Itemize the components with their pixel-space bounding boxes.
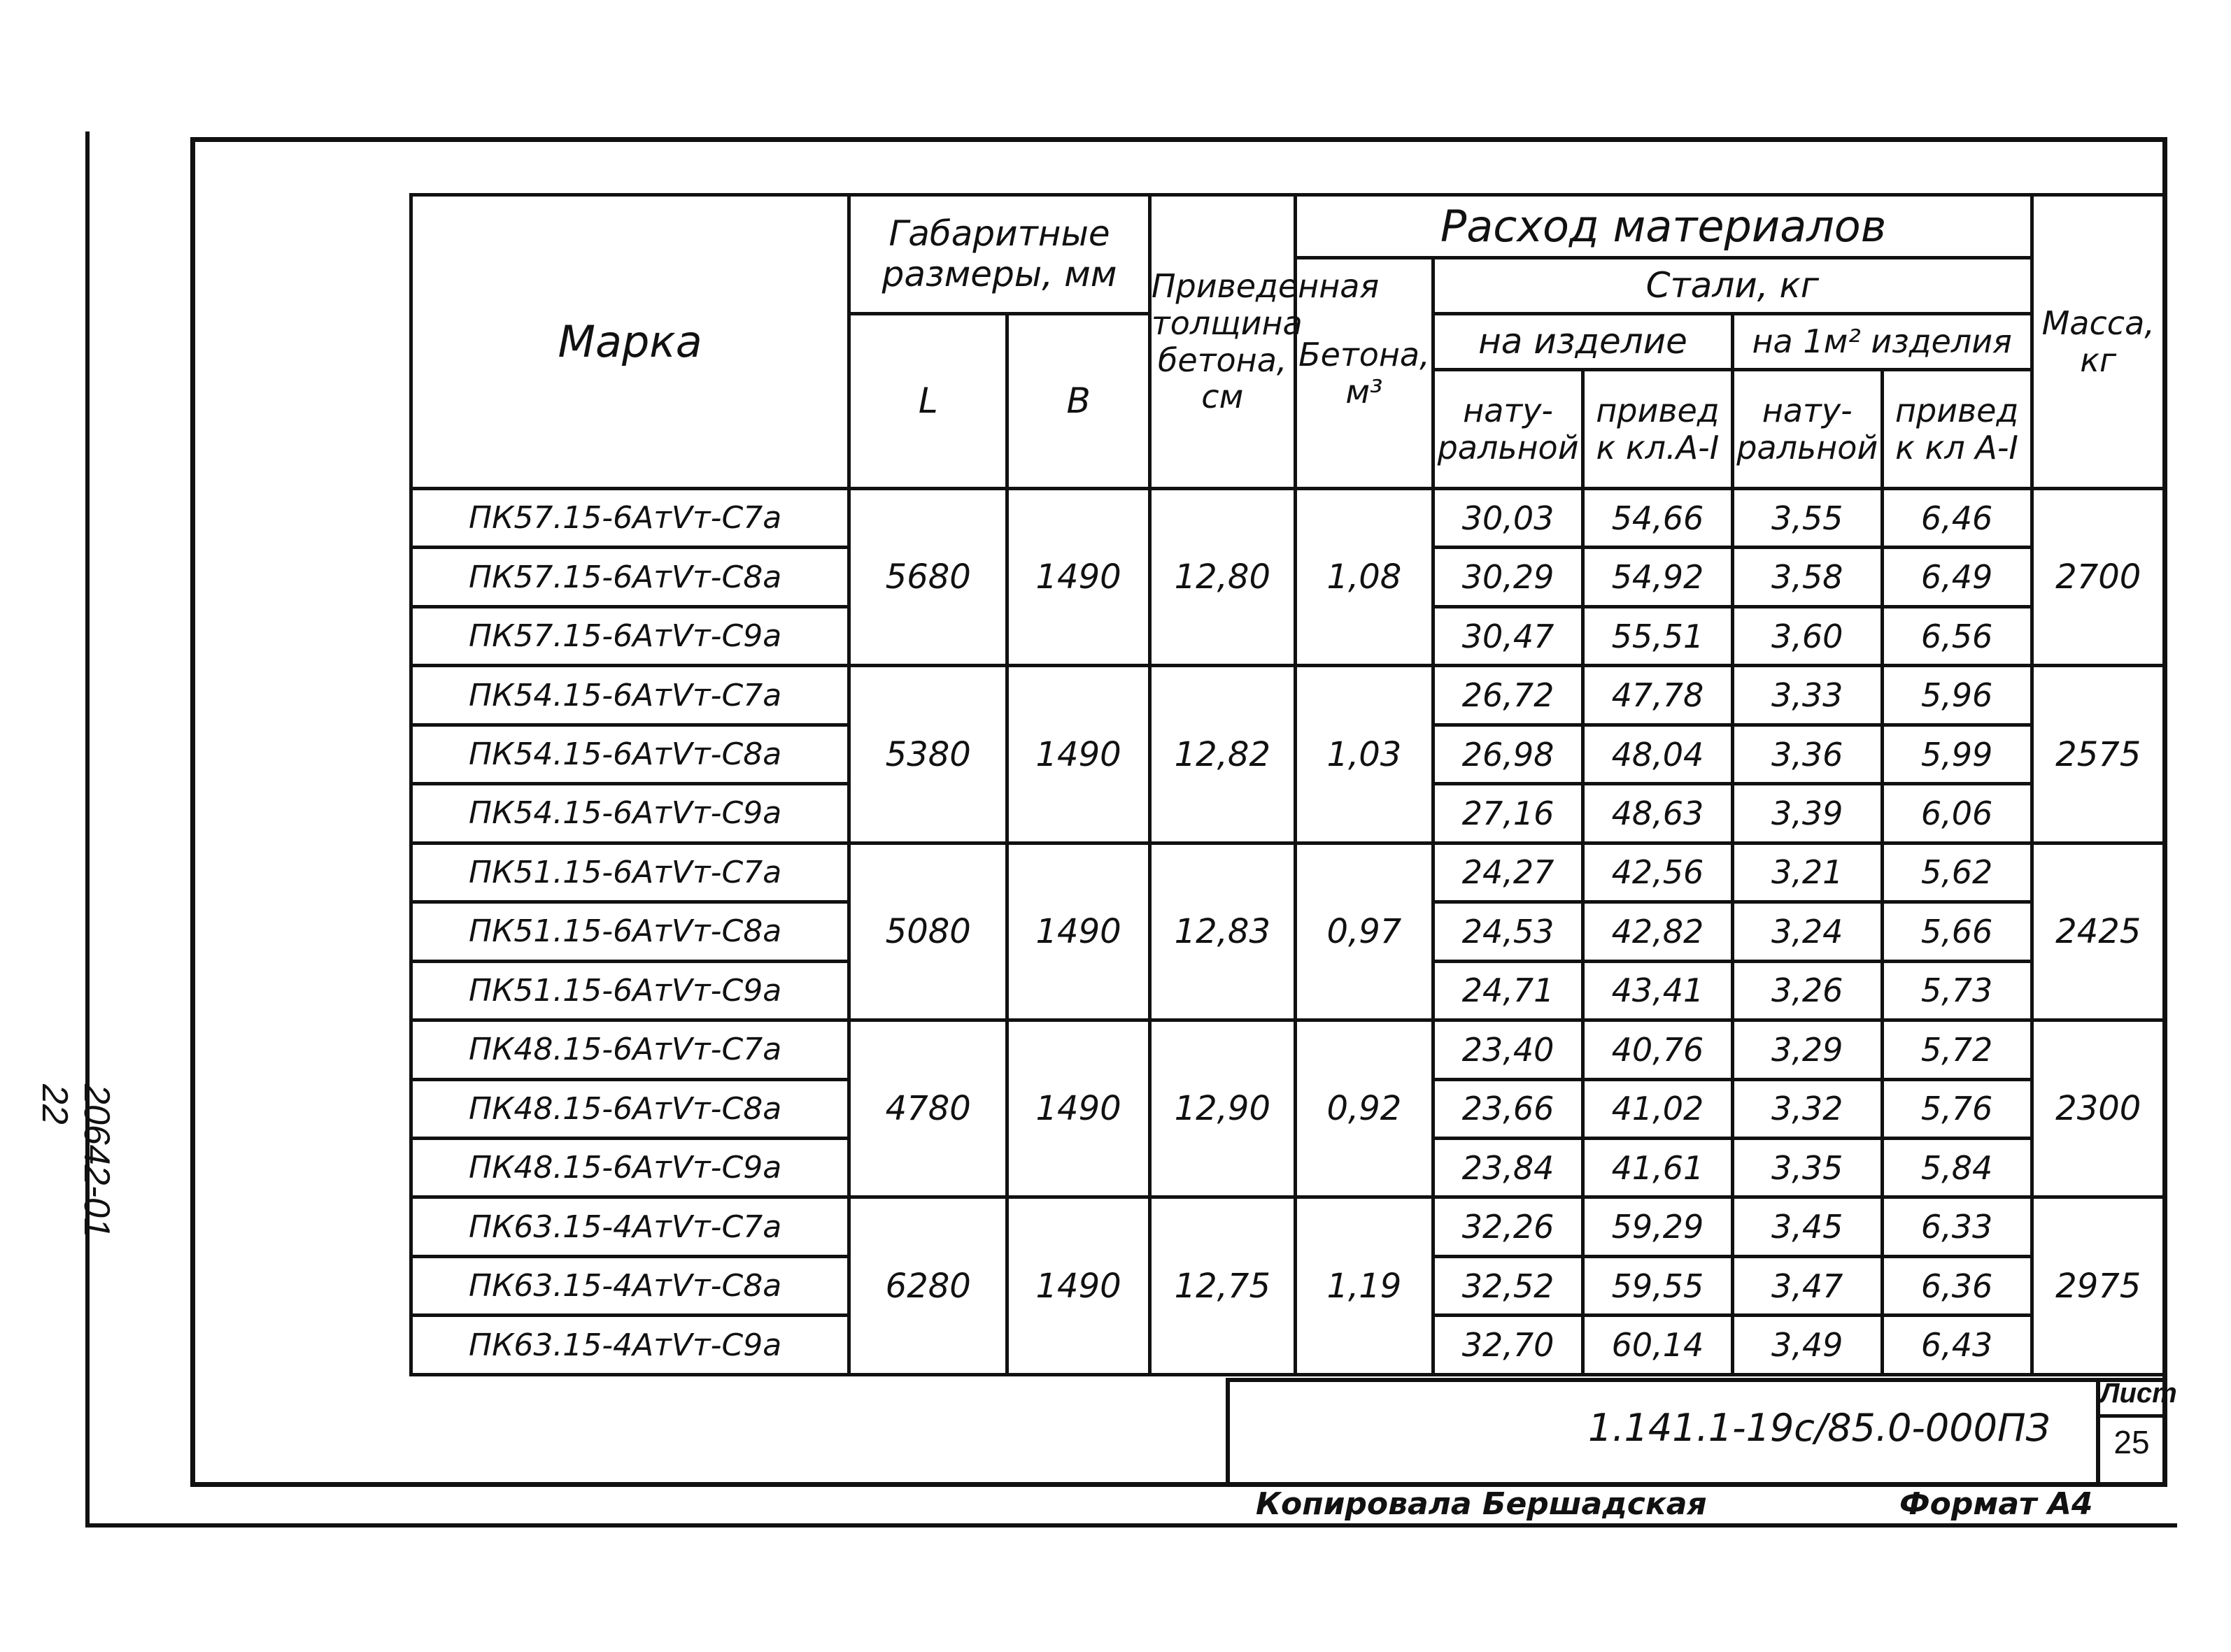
- cell-mass: 2975: [2032, 1197, 2165, 1375]
- cell-thickness: 12,75: [1149, 1197, 1295, 1375]
- cell-concrete: 1,19: [1295, 1197, 1433, 1375]
- cell-natural: 30,47: [1433, 606, 1583, 665]
- cell-mark: ПК54.15-6АтⅤт-С8а: [411, 725, 849, 783]
- cell-mass: 2700: [2032, 489, 2165, 666]
- cell-natural-m2: 3,55: [1732, 489, 1882, 548]
- cell-width: 1490: [1007, 1197, 1150, 1375]
- cell-mark: ПК48.15-6АтⅤт-С7а: [411, 1020, 849, 1079]
- cell-thickness: 12,80: [1149, 489, 1295, 666]
- cell-reduced: 41,02: [1583, 1079, 1733, 1138]
- cell-reduced-m2: 6,33: [1882, 1197, 2032, 1256]
- header-mass: Масса, кг: [2032, 195, 2165, 489]
- cell-reduced-m2: 6,06: [1882, 784, 2032, 843]
- cell-width: 1490: [1007, 489, 1150, 666]
- cell-natural-m2: 3,49: [1732, 1316, 1882, 1375]
- header-materials: Расход материалов: [1295, 195, 2032, 258]
- cell-length: 5380: [849, 666, 1007, 843]
- cell-mark: ПК63.15-4АтⅤт-С9а: [411, 1316, 849, 1375]
- cell-mark: ПК54.15-6АтⅤт-С9а: [411, 784, 849, 843]
- header-thickness: Приведенная толщина бетона, см: [1149, 195, 1295, 489]
- header-dimensions: Габаритные размеры, мм: [849, 195, 1150, 314]
- cell-natural: 27,16: [1433, 784, 1583, 843]
- cell-reduced: 48,04: [1583, 725, 1733, 783]
- copied-by: Копировала Бершадская: [1256, 1486, 1707, 1522]
- cell-natural-m2: 3,47: [1732, 1256, 1882, 1315]
- cell-thickness: 12,82: [1149, 666, 1295, 843]
- cell-mark: ПК57.15-6АтⅤт-С8а: [411, 548, 849, 606]
- cell-natural-m2: 3,58: [1732, 548, 1882, 606]
- cell-reduced: 54,66: [1583, 489, 1733, 548]
- cell-natural: 32,52: [1433, 1256, 1583, 1315]
- cell-mark: ПК63.15-4АтⅤт-С8а: [411, 1256, 849, 1315]
- cell-reduced: 54,92: [1583, 548, 1733, 606]
- cell-mark: ПК51.15-6АтⅤт-С9а: [411, 961, 849, 1020]
- cell-reduced: 48,63: [1583, 784, 1733, 843]
- cell-mark: ПК48.15-6АтⅤт-С8а: [411, 1079, 849, 1138]
- cell-concrete: 1,03: [1295, 666, 1433, 843]
- cell-reduced-m2: 5,72: [1882, 1020, 2032, 1079]
- cell-reduced-m2: 5,96: [1882, 666, 2032, 725]
- cell-natural-m2: 3,33: [1732, 666, 1882, 725]
- side-document-code: [34, 1084, 118, 1252]
- cell-length: 6280: [849, 1197, 1007, 1375]
- cell-natural: 30,29: [1433, 548, 1583, 606]
- cell-reduced: 42,56: [1583, 843, 1733, 902]
- header-reduced: привед к кл.А-I: [1583, 370, 1733, 489]
- cell-natural-m2: 3,36: [1732, 725, 1882, 783]
- cell-natural: 23,40: [1433, 1020, 1583, 1079]
- header-dim-b: B: [1007, 314, 1150, 489]
- cell-reduced-m2: 5,76: [1882, 1079, 2032, 1138]
- cell-natural-m2: 3,60: [1732, 606, 1882, 665]
- cell-mass: 2425: [2032, 843, 2165, 1020]
- cell-width: 1490: [1007, 1020, 1150, 1197]
- cell-reduced-m2: 5,73: [1882, 961, 2032, 1020]
- header-per-m2: на 1м² изделия: [1732, 314, 2032, 370]
- table-row: [411, 489, 2165, 548]
- cell-natural-m2: 3,39: [1732, 784, 1882, 843]
- table-row: [411, 843, 2165, 902]
- cell-natural-m2: 3,29: [1732, 1020, 1882, 1079]
- cell-natural: 32,26: [1433, 1197, 1583, 1256]
- cell-reduced: 43,41: [1583, 961, 1733, 1020]
- cell-natural: 32,70: [1433, 1316, 1583, 1375]
- cell-thickness: 12,90: [1149, 1020, 1295, 1197]
- table-row: [411, 1020, 2165, 1079]
- cell-width: 1490: [1007, 666, 1150, 843]
- cell-mark: ПК48.15-6АтⅤт-С9а: [411, 1138, 849, 1197]
- cell-natural: 26,98: [1433, 725, 1583, 783]
- cell-reduced-m2: 5,99: [1882, 725, 2032, 783]
- cell-reduced-m2: 5,66: [1882, 902, 2032, 961]
- cell-reduced-m2: 6,36: [1882, 1256, 2032, 1315]
- cell-natural: 23,66: [1433, 1079, 1583, 1138]
- cell-mark: ПК54.15-6АтⅤт-С7а: [411, 666, 849, 725]
- header-mark: Марка: [411, 195, 849, 489]
- cell-mark: ПК57.15-6АтⅤт-С7а: [411, 489, 849, 548]
- cell-reduced-m2: 5,84: [1882, 1138, 2032, 1197]
- cell-natural-m2: 3,21: [1732, 843, 1882, 902]
- cell-reduced-m2: 5,62: [1882, 843, 2032, 902]
- cell-reduced: 59,29: [1583, 1197, 1733, 1256]
- header-steel: Стали, кг: [1433, 258, 2032, 314]
- header-natural-m2: нату-ральной: [1732, 370, 1882, 489]
- cell-reduced: 41,61: [1583, 1138, 1733, 1197]
- table-row: [411, 1197, 2165, 1256]
- cell-reduced: 42,82: [1583, 902, 1733, 961]
- cell-natural-m2: 3,32: [1732, 1079, 1882, 1138]
- header-per-item: на изделие: [1433, 314, 1733, 370]
- cell-natural-m2: 3,24: [1732, 902, 1882, 961]
- cell-reduced-m2: 6,56: [1882, 606, 2032, 665]
- cell-length: 5680: [849, 489, 1007, 666]
- cell-natural: 30,03: [1433, 489, 1583, 548]
- cell-concrete: 0,92: [1295, 1020, 1433, 1197]
- cell-natural: 24,71: [1433, 961, 1583, 1020]
- document-code: 1.141.1-19с/85.0-000ПЗ: [1588, 1406, 2051, 1450]
- cell-natural: 26,72: [1433, 666, 1583, 725]
- cell-reduced: 59,55: [1583, 1256, 1733, 1315]
- cell-reduced-m2: 6,49: [1882, 548, 2032, 606]
- cell-reduced-m2: 6,46: [1882, 489, 2032, 548]
- paper-format: Формат А4: [1899, 1486, 2093, 1522]
- header-reduced-m2: привед к кл А-I: [1882, 370, 2032, 489]
- cell-natural-m2: 3,45: [1732, 1197, 1882, 1256]
- cell-natural: 23,84: [1433, 1138, 1583, 1197]
- cell-mark: ПК51.15-6АтⅤт-С7а: [411, 843, 849, 902]
- cell-length: 4780: [849, 1020, 1007, 1197]
- header-dim-l: L: [849, 314, 1007, 489]
- cell-reduced-m2: 6,43: [1882, 1316, 2032, 1375]
- side-code-line1: 20642-01: [76, 1084, 117, 1238]
- cell-mark: ПК57.15-6АтⅤт-С9а: [411, 606, 849, 665]
- cell-reduced: 47,78: [1583, 666, 1733, 725]
- cell-natural-m2: 3,35: [1732, 1138, 1882, 1197]
- cell-mass: 2300: [2032, 1020, 2165, 1197]
- cell-natural: 24,27: [1433, 843, 1583, 902]
- header-concrete: Бетона, м³: [1295, 258, 1433, 489]
- cell-reduced: 60,14: [1583, 1316, 1733, 1375]
- sheet-label: Лист: [2100, 1378, 2163, 1418]
- cell-reduced: 55,51: [1583, 606, 1733, 665]
- cell-mark: ПК63.15-4АтⅤт-С7а: [411, 1197, 849, 1256]
- cell-length: 5080: [849, 843, 1007, 1020]
- cell-thickness: 12,83: [1149, 843, 1295, 1020]
- cell-natural-m2: 3,26: [1732, 961, 1882, 1020]
- cell-width: 1490: [1007, 843, 1150, 1020]
- table-row: [411, 666, 2165, 725]
- cell-mass: 2575: [2032, 666, 2165, 843]
- materials-table: [409, 193, 2167, 1376]
- cell-mark: ПК51.15-6АтⅤт-С8а: [411, 902, 849, 961]
- cell-reduced: 40,76: [1583, 1020, 1733, 1079]
- cell-concrete: 1,08: [1295, 489, 1433, 666]
- sheet-number: 25: [2113, 1424, 2150, 1460]
- header-natural: нату-ральной: [1433, 370, 1583, 489]
- cell-concrete: 0,97: [1295, 843, 1433, 1020]
- side-code-line2: 22: [34, 1084, 75, 1125]
- cell-natural: 24,53: [1433, 902, 1583, 961]
